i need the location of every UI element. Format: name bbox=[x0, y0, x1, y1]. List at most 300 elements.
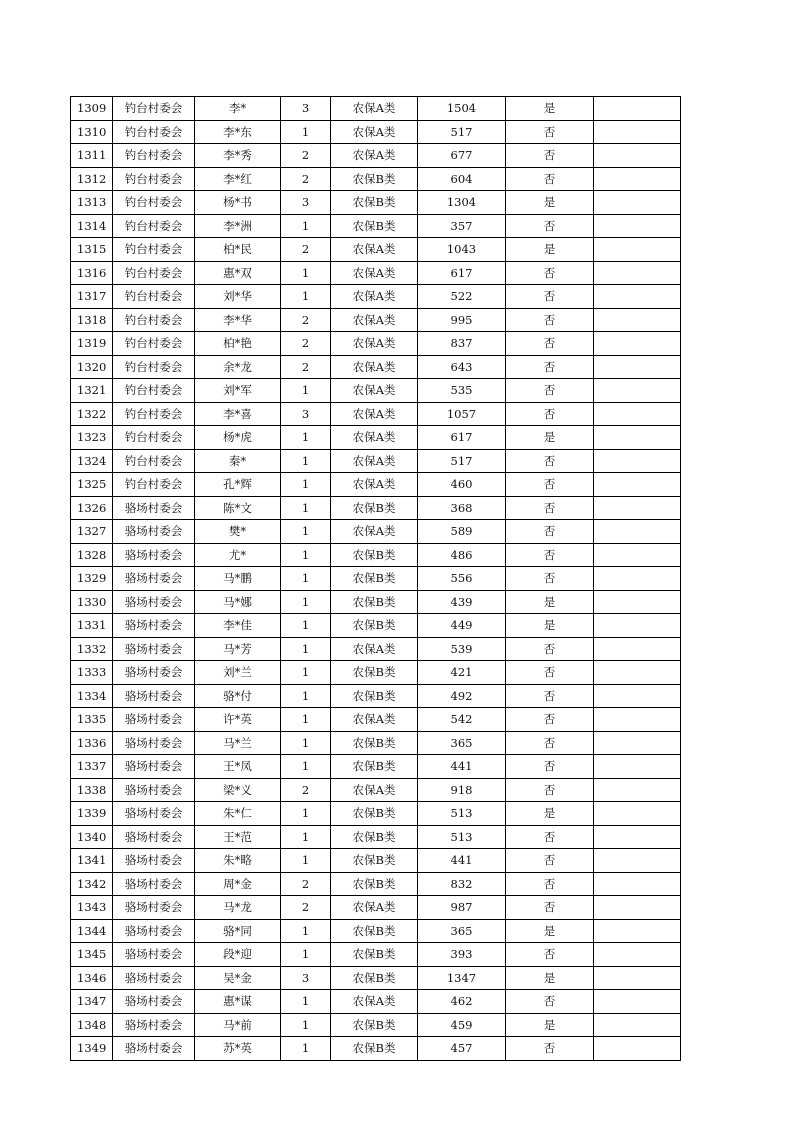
cell-count: 2 bbox=[281, 872, 331, 896]
cell-name: 骆*付 bbox=[195, 684, 281, 708]
table-row bbox=[71, 849, 681, 873]
cell-insurance-type: 农保A类 bbox=[331, 473, 418, 497]
cell-name: 马*鹏 bbox=[195, 567, 281, 591]
cell-insurance-type: 农保A类 bbox=[331, 520, 418, 544]
cell-village: 钓台村委会 bbox=[113, 355, 195, 379]
cell-amount: 439 bbox=[418, 590, 506, 614]
cell-remark bbox=[594, 614, 681, 638]
cell-serial-number: 1323 bbox=[71, 426, 113, 450]
table-row bbox=[71, 426, 681, 450]
cell-amount: 918 bbox=[418, 778, 506, 802]
cell-remark bbox=[594, 355, 681, 379]
cell-flag: 否 bbox=[506, 355, 594, 379]
cell-village: 骆场村委会 bbox=[113, 849, 195, 873]
cell-serial-number: 1343 bbox=[71, 896, 113, 920]
cell-amount: 837 bbox=[418, 332, 506, 356]
cell-remark bbox=[594, 755, 681, 779]
cell-remark bbox=[594, 167, 681, 191]
cell-village: 钓台村委会 bbox=[113, 238, 195, 262]
cell-village: 钓台村委会 bbox=[113, 426, 195, 450]
cell-remark bbox=[594, 144, 681, 168]
table-row bbox=[71, 144, 681, 168]
cell-village: 钓台村委会 bbox=[113, 402, 195, 426]
cell-count: 1 bbox=[281, 990, 331, 1014]
cell-name: 柏*民 bbox=[195, 238, 281, 262]
cell-serial-number: 1310 bbox=[71, 120, 113, 144]
cell-name: 马*前 bbox=[195, 1013, 281, 1037]
cell-remark bbox=[594, 802, 681, 826]
cell-count: 1 bbox=[281, 449, 331, 473]
cell-count: 1 bbox=[281, 590, 331, 614]
cell-village: 钓台村委会 bbox=[113, 473, 195, 497]
cell-flag: 否 bbox=[506, 543, 594, 567]
cell-flag: 否 bbox=[506, 402, 594, 426]
cell-count: 3 bbox=[281, 402, 331, 426]
cell-remark bbox=[594, 943, 681, 967]
cell-count: 1 bbox=[281, 1037, 331, 1061]
cell-insurance-type: 农保A类 bbox=[331, 637, 418, 661]
cell-village: 骆场村委会 bbox=[113, 966, 195, 990]
cell-count: 1 bbox=[281, 849, 331, 873]
table-row bbox=[71, 802, 681, 826]
cell-amount: 1304 bbox=[418, 191, 506, 215]
cell-village: 骆场村委会 bbox=[113, 590, 195, 614]
cell-count: 1 bbox=[281, 731, 331, 755]
cell-insurance-type: 农保B类 bbox=[331, 1013, 418, 1037]
cell-remark bbox=[594, 637, 681, 661]
cell-count: 1 bbox=[281, 708, 331, 732]
cell-serial-number: 1349 bbox=[71, 1037, 113, 1061]
cell-flag: 否 bbox=[506, 755, 594, 779]
cell-amount: 617 bbox=[418, 261, 506, 285]
cell-insurance-type: 农保A类 bbox=[331, 332, 418, 356]
cell-serial-number: 1321 bbox=[71, 379, 113, 403]
cell-flag: 否 bbox=[506, 778, 594, 802]
cell-serial-number: 1330 bbox=[71, 590, 113, 614]
cell-insurance-type: 农保B类 bbox=[331, 872, 418, 896]
cell-village: 钓台村委会 bbox=[113, 285, 195, 309]
cell-village: 骆场村委会 bbox=[113, 708, 195, 732]
cell-count: 1 bbox=[281, 919, 331, 943]
cell-amount: 513 bbox=[418, 825, 506, 849]
cell-insurance-type: 农保B类 bbox=[331, 684, 418, 708]
cell-amount: 677 bbox=[418, 144, 506, 168]
cell-flag: 否 bbox=[506, 684, 594, 708]
cell-village: 骆场村委会 bbox=[113, 872, 195, 896]
cell-name: 马*芳 bbox=[195, 637, 281, 661]
cell-flag: 否 bbox=[506, 144, 594, 168]
cell-count: 1 bbox=[281, 684, 331, 708]
cell-amount: 539 bbox=[418, 637, 506, 661]
table-row bbox=[71, 731, 681, 755]
table-row bbox=[71, 872, 681, 896]
cell-village: 钓台村委会 bbox=[113, 261, 195, 285]
cell-amount: 441 bbox=[418, 849, 506, 873]
cell-village: 骆场村委会 bbox=[113, 661, 195, 685]
cell-village: 骆场村委会 bbox=[113, 567, 195, 591]
cell-insurance-type: 农保B类 bbox=[331, 590, 418, 614]
cell-serial-number: 1342 bbox=[71, 872, 113, 896]
table-row bbox=[71, 167, 681, 191]
cell-amount: 459 bbox=[418, 1013, 506, 1037]
table-row bbox=[71, 473, 681, 497]
cell-insurance-type: 农保A类 bbox=[331, 990, 418, 1014]
cell-amount: 441 bbox=[418, 755, 506, 779]
cell-remark bbox=[594, 120, 681, 144]
cell-insurance-type: 农保A类 bbox=[331, 285, 418, 309]
cell-name: 王*范 bbox=[195, 825, 281, 849]
cell-village: 骆场村委会 bbox=[113, 943, 195, 967]
cell-flag: 否 bbox=[506, 261, 594, 285]
cell-insurance-type: 农保B类 bbox=[331, 567, 418, 591]
cell-amount: 460 bbox=[418, 473, 506, 497]
cell-count: 2 bbox=[281, 778, 331, 802]
cell-name: 李*秀 bbox=[195, 144, 281, 168]
cell-amount: 542 bbox=[418, 708, 506, 732]
table-row bbox=[71, 191, 681, 215]
cell-count: 1 bbox=[281, 637, 331, 661]
cell-amount: 357 bbox=[418, 214, 506, 238]
cell-flag: 是 bbox=[506, 802, 594, 826]
cell-amount: 449 bbox=[418, 614, 506, 638]
cell-village: 骆场村委会 bbox=[113, 919, 195, 943]
cell-name: 刘*兰 bbox=[195, 661, 281, 685]
cell-insurance-type: 农保A类 bbox=[331, 778, 418, 802]
cell-flag: 否 bbox=[506, 167, 594, 191]
cell-flag: 否 bbox=[506, 473, 594, 497]
document-page bbox=[70, 96, 680, 1056]
cell-serial-number: 1326 bbox=[71, 496, 113, 520]
cell-amount: 995 bbox=[418, 308, 506, 332]
cell-count: 2 bbox=[281, 167, 331, 191]
cell-count: 1 bbox=[281, 496, 331, 520]
cell-insurance-type: 农保B类 bbox=[331, 919, 418, 943]
cell-name: 王*凤 bbox=[195, 755, 281, 779]
cell-insurance-type: 农保B类 bbox=[331, 1037, 418, 1061]
cell-serial-number: 1317 bbox=[71, 285, 113, 309]
cell-remark bbox=[594, 849, 681, 873]
cell-remark bbox=[594, 261, 681, 285]
cell-name: 朱*仁 bbox=[195, 802, 281, 826]
cell-serial-number: 1334 bbox=[71, 684, 113, 708]
table-row bbox=[71, 285, 681, 309]
cell-count: 1 bbox=[281, 943, 331, 967]
cell-flag: 是 bbox=[506, 97, 594, 121]
cell-serial-number: 1346 bbox=[71, 966, 113, 990]
cell-flag: 否 bbox=[506, 637, 594, 661]
cell-flag: 是 bbox=[506, 590, 594, 614]
cell-amount: 1504 bbox=[418, 97, 506, 121]
cell-name: 秦* bbox=[195, 449, 281, 473]
cell-insurance-type: 农保B类 bbox=[331, 191, 418, 215]
cell-serial-number: 1313 bbox=[71, 191, 113, 215]
table-row bbox=[71, 1013, 681, 1037]
cell-insurance-type: 农保A类 bbox=[331, 379, 418, 403]
cell-village: 骆场村委会 bbox=[113, 778, 195, 802]
cell-insurance-type: 农保A类 bbox=[331, 238, 418, 262]
cell-insurance-type: 农保B类 bbox=[331, 614, 418, 638]
cell-count: 1 bbox=[281, 261, 331, 285]
cell-flag: 否 bbox=[506, 990, 594, 1014]
cell-insurance-type: 农保A类 bbox=[331, 308, 418, 332]
cell-serial-number: 1322 bbox=[71, 402, 113, 426]
table-row bbox=[71, 308, 681, 332]
cell-serial-number: 1337 bbox=[71, 755, 113, 779]
cell-village: 钓台村委会 bbox=[113, 144, 195, 168]
cell-amount: 365 bbox=[418, 919, 506, 943]
cell-name: 李*华 bbox=[195, 308, 281, 332]
cell-count: 1 bbox=[281, 426, 331, 450]
cell-count: 1 bbox=[281, 473, 331, 497]
cell-village: 骆场村委会 bbox=[113, 990, 195, 1014]
table-row bbox=[71, 355, 681, 379]
cell-amount: 987 bbox=[418, 896, 506, 920]
cell-village: 骆场村委会 bbox=[113, 496, 195, 520]
cell-remark bbox=[594, 543, 681, 567]
cell-amount: 589 bbox=[418, 520, 506, 544]
cell-remark bbox=[594, 966, 681, 990]
cell-serial-number: 1332 bbox=[71, 637, 113, 661]
cell-count: 1 bbox=[281, 214, 331, 238]
cell-serial-number: 1328 bbox=[71, 543, 113, 567]
cell-village: 骆场村委会 bbox=[113, 755, 195, 779]
table-row bbox=[71, 402, 681, 426]
cell-count: 3 bbox=[281, 966, 331, 990]
cell-serial-number: 1341 bbox=[71, 849, 113, 873]
cell-count: 2 bbox=[281, 332, 331, 356]
cell-remark bbox=[594, 731, 681, 755]
table-row bbox=[71, 990, 681, 1014]
cell-amount: 1043 bbox=[418, 238, 506, 262]
cell-amount: 604 bbox=[418, 167, 506, 191]
cell-insurance-type: 农保B类 bbox=[331, 496, 418, 520]
cell-count: 2 bbox=[281, 144, 331, 168]
cell-insurance-type: 农保A类 bbox=[331, 896, 418, 920]
cell-remark bbox=[594, 191, 681, 215]
cell-name: 李*洲 bbox=[195, 214, 281, 238]
cell-name: 李*喜 bbox=[195, 402, 281, 426]
table-row bbox=[71, 637, 681, 661]
cell-name: 李* bbox=[195, 97, 281, 121]
cell-village: 骆场村委会 bbox=[113, 614, 195, 638]
table-row bbox=[71, 543, 681, 567]
cell-name: 梁*义 bbox=[195, 778, 281, 802]
cell-insurance-type: 农保B类 bbox=[331, 966, 418, 990]
cell-name: 朱*略 bbox=[195, 849, 281, 873]
cell-serial-number: 1329 bbox=[71, 567, 113, 591]
cell-flag: 是 bbox=[506, 966, 594, 990]
cell-flag: 否 bbox=[506, 332, 594, 356]
cell-insurance-type: 农保A类 bbox=[331, 402, 418, 426]
cell-serial-number: 1315 bbox=[71, 238, 113, 262]
cell-count: 1 bbox=[281, 543, 331, 567]
cell-name: 尤* bbox=[195, 543, 281, 567]
cell-count: 1 bbox=[281, 1013, 331, 1037]
cell-count: 2 bbox=[281, 238, 331, 262]
cell-amount: 517 bbox=[418, 449, 506, 473]
cell-serial-number: 1347 bbox=[71, 990, 113, 1014]
cell-serial-number: 1318 bbox=[71, 308, 113, 332]
cell-amount: 365 bbox=[418, 731, 506, 755]
cell-flag: 否 bbox=[506, 872, 594, 896]
cell-insurance-type: 农保B类 bbox=[331, 802, 418, 826]
cell-name: 周*金 bbox=[195, 872, 281, 896]
table-row bbox=[71, 1037, 681, 1061]
cell-count: 1 bbox=[281, 567, 331, 591]
cell-serial-number: 1345 bbox=[71, 943, 113, 967]
cell-amount: 832 bbox=[418, 872, 506, 896]
cell-serial-number: 1336 bbox=[71, 731, 113, 755]
table-row bbox=[71, 379, 681, 403]
cell-flag: 是 bbox=[506, 1013, 594, 1037]
cell-village: 钓台村委会 bbox=[113, 120, 195, 144]
cell-amount: 1347 bbox=[418, 966, 506, 990]
cell-insurance-type: 农保B类 bbox=[331, 661, 418, 685]
cell-serial-number: 1324 bbox=[71, 449, 113, 473]
table-body bbox=[71, 97, 681, 1061]
cell-village: 骆场村委会 bbox=[113, 543, 195, 567]
cell-amount: 393 bbox=[418, 943, 506, 967]
cell-remark bbox=[594, 308, 681, 332]
cell-village: 钓台村委会 bbox=[113, 379, 195, 403]
cell-remark bbox=[594, 919, 681, 943]
cell-remark bbox=[594, 590, 681, 614]
cell-name: 刘*华 bbox=[195, 285, 281, 309]
cell-remark bbox=[594, 473, 681, 497]
cell-serial-number: 1320 bbox=[71, 355, 113, 379]
cell-insurance-type: 农保A类 bbox=[331, 449, 418, 473]
cell-flag: 否 bbox=[506, 520, 594, 544]
cell-village: 钓台村委会 bbox=[113, 308, 195, 332]
cell-village: 骆场村委会 bbox=[113, 825, 195, 849]
cell-insurance-type: 农保A类 bbox=[331, 426, 418, 450]
cell-flag: 否 bbox=[506, 849, 594, 873]
cell-remark bbox=[594, 1013, 681, 1037]
cell-insurance-type: 农保B类 bbox=[331, 731, 418, 755]
cell-count: 1 bbox=[281, 825, 331, 849]
cell-insurance-type: 农保B类 bbox=[331, 849, 418, 873]
cell-count: 2 bbox=[281, 896, 331, 920]
cell-name: 杨*书 bbox=[195, 191, 281, 215]
cell-name: 苏*英 bbox=[195, 1037, 281, 1061]
cell-flag: 否 bbox=[506, 308, 594, 332]
cell-remark bbox=[594, 872, 681, 896]
cell-flag: 否 bbox=[506, 825, 594, 849]
cell-amount: 486 bbox=[418, 543, 506, 567]
cell-flag: 否 bbox=[506, 1037, 594, 1061]
cell-serial-number: 1325 bbox=[71, 473, 113, 497]
cell-village: 骆场村委会 bbox=[113, 637, 195, 661]
table-row bbox=[71, 520, 681, 544]
cell-amount: 617 bbox=[418, 426, 506, 450]
cell-count: 1 bbox=[281, 802, 331, 826]
cell-insurance-type: 农保A类 bbox=[331, 120, 418, 144]
cell-flag: 否 bbox=[506, 496, 594, 520]
cell-serial-number: 1348 bbox=[71, 1013, 113, 1037]
table-row bbox=[71, 120, 681, 144]
cell-remark bbox=[594, 238, 681, 262]
cell-name: 刘*军 bbox=[195, 379, 281, 403]
cell-serial-number: 1327 bbox=[71, 520, 113, 544]
table-row bbox=[71, 496, 681, 520]
cell-remark bbox=[594, 520, 681, 544]
cell-name: 吴*金 bbox=[195, 966, 281, 990]
cell-name: 马*娜 bbox=[195, 590, 281, 614]
cell-remark bbox=[594, 449, 681, 473]
cell-count: 1 bbox=[281, 520, 331, 544]
cell-name: 段*迎 bbox=[195, 943, 281, 967]
cell-serial-number: 1314 bbox=[71, 214, 113, 238]
cell-serial-number: 1335 bbox=[71, 708, 113, 732]
table-row bbox=[71, 567, 681, 591]
cell-name: 李*红 bbox=[195, 167, 281, 191]
cell-serial-number: 1312 bbox=[71, 167, 113, 191]
cell-amount: 492 bbox=[418, 684, 506, 708]
table-row bbox=[71, 708, 681, 732]
table-row bbox=[71, 919, 681, 943]
cell-amount: 368 bbox=[418, 496, 506, 520]
cell-remark bbox=[594, 896, 681, 920]
cell-remark bbox=[594, 778, 681, 802]
cell-insurance-type: 农保A类 bbox=[331, 261, 418, 285]
cell-flag: 否 bbox=[506, 661, 594, 685]
cell-name: 柏*艳 bbox=[195, 332, 281, 356]
table-row bbox=[71, 332, 681, 356]
cell-village: 骆场村委会 bbox=[113, 520, 195, 544]
cell-amount: 513 bbox=[418, 802, 506, 826]
table-row bbox=[71, 590, 681, 614]
cell-serial-number: 1311 bbox=[71, 144, 113, 168]
cell-insurance-type: 农保A类 bbox=[331, 708, 418, 732]
cell-village: 钓台村委会 bbox=[113, 167, 195, 191]
cell-insurance-type: 农保A类 bbox=[331, 97, 418, 121]
cell-name: 李*佳 bbox=[195, 614, 281, 638]
cell-flag: 否 bbox=[506, 708, 594, 732]
cell-count: 1 bbox=[281, 614, 331, 638]
cell-count: 1 bbox=[281, 285, 331, 309]
cell-insurance-type: 农保A类 bbox=[331, 144, 418, 168]
cell-name: 马*龙 bbox=[195, 896, 281, 920]
table-row bbox=[71, 778, 681, 802]
cell-flag: 否 bbox=[506, 120, 594, 144]
table-row bbox=[71, 261, 681, 285]
cell-flag: 否 bbox=[506, 449, 594, 473]
cell-count: 1 bbox=[281, 379, 331, 403]
table-row bbox=[71, 896, 681, 920]
cell-amount: 462 bbox=[418, 990, 506, 1014]
cell-serial-number: 1333 bbox=[71, 661, 113, 685]
cell-village: 钓台村委会 bbox=[113, 191, 195, 215]
cell-village: 钓台村委会 bbox=[113, 332, 195, 356]
cell-village: 骆场村委会 bbox=[113, 802, 195, 826]
cell-insurance-type: 农保B类 bbox=[331, 755, 418, 779]
cell-serial-number: 1344 bbox=[71, 919, 113, 943]
cell-count: 1 bbox=[281, 755, 331, 779]
cell-village: 钓台村委会 bbox=[113, 97, 195, 121]
cell-remark bbox=[594, 567, 681, 591]
cell-remark bbox=[594, 990, 681, 1014]
cell-count: 2 bbox=[281, 308, 331, 332]
cell-flag: 否 bbox=[506, 379, 594, 403]
cell-serial-number: 1338 bbox=[71, 778, 113, 802]
cell-flag: 否 bbox=[506, 896, 594, 920]
cell-name: 陈*文 bbox=[195, 496, 281, 520]
cell-flag: 是 bbox=[506, 426, 594, 450]
cell-serial-number: 1319 bbox=[71, 332, 113, 356]
cell-flag: 否 bbox=[506, 214, 594, 238]
table-row bbox=[71, 97, 681, 121]
table-row bbox=[71, 214, 681, 238]
